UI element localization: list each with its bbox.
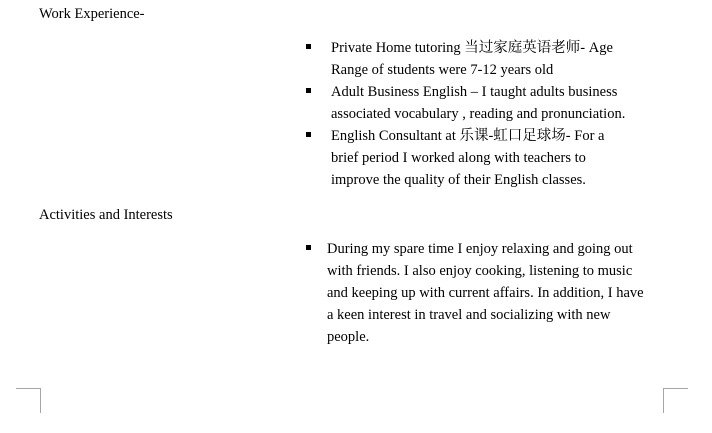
bullet-icon xyxy=(306,44,311,49)
work-item-3-text: English Consultant at 乐课-虹口足球场- For a brief period I worked along with teachers to improve the quality of their English classes. xyxy=(331,128,605,188)
list-item xyxy=(306,37,636,81)
activities-item-1-text: During my spare time I enjoy relaxing and going out with friends. I also enjoy cooking, listening to music and keeping up with current affairs. In addition, I have a keen interest in travel and socializing with new people. xyxy=(327,241,644,345)
list-item xyxy=(306,125,636,191)
work-item-2-text: Adult Business English – I taught adults business associated vocabulary , reading and pronunciation. xyxy=(331,84,626,122)
work-experience-list xyxy=(306,37,636,191)
bullet-icon xyxy=(306,132,311,137)
work-item-1-text: Private Home tutoring 当过家庭英语老师- Age Range of students were 7-12 years old xyxy=(331,40,613,78)
bullet-icon xyxy=(306,245,311,250)
page-corner-mark-left xyxy=(16,388,41,413)
activities-heading: Activities and Interests xyxy=(39,207,173,223)
activities-list xyxy=(306,238,656,348)
page-corner-mark-right xyxy=(663,388,688,413)
list-item xyxy=(306,81,636,125)
work-experience-heading: Work Experience- xyxy=(39,6,145,22)
list-item xyxy=(306,238,656,348)
bullet-icon xyxy=(306,88,311,93)
